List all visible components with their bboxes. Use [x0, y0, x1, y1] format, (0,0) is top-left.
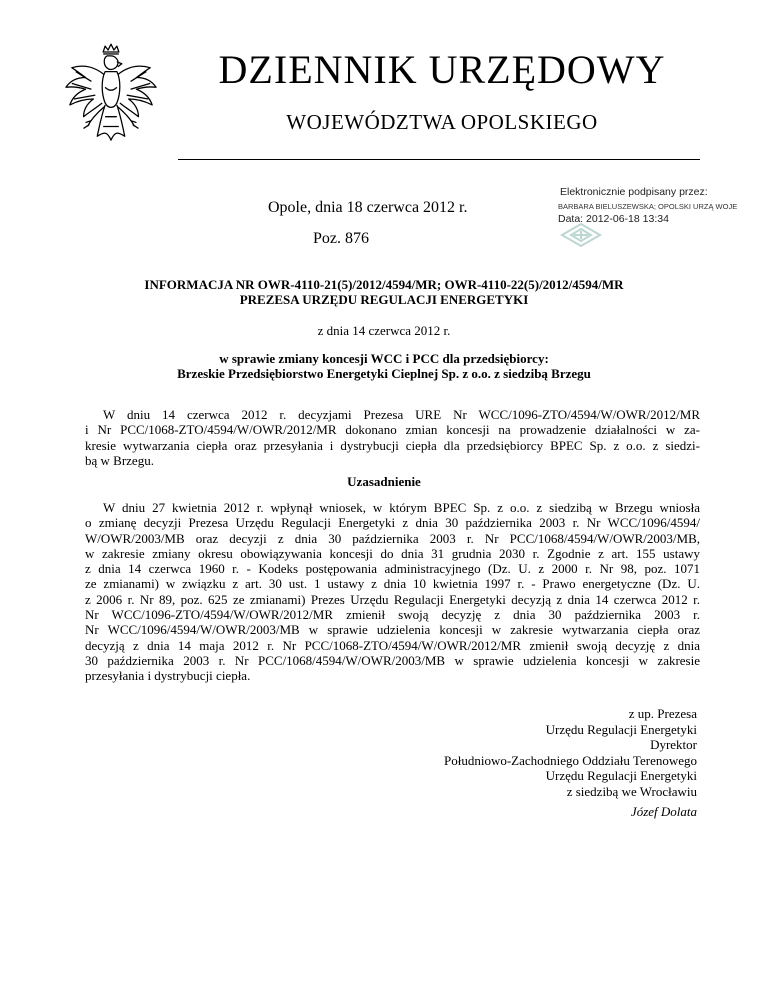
paragraph-line: w zakresie zmiany okresu obowiązywania koncesji do dnia 31 grudnia 2030 r. Zgodnie z art. 155 ustawy — [85, 545, 700, 561]
paragraph-line: Nr WCC/1096/4594/W/OWR/2003/MB w sprawie udzielenia koncesji w zakresie wytwarzania ciepła oraz — [85, 622, 700, 638]
electronic-signature — [558, 186, 737, 225]
signature-line: Południowo-Zachodniego Oddziału Terenowego — [443, 752, 697, 768]
document-title-line: INFORMACJA NR OWR-4110-21(5)/2012/4594/MR; OWR-4110-22(5)/2012/4594/MR — [144, 277, 624, 292]
justification-paragraph — [85, 500, 700, 684]
journal-title: DZIENNIK URZĘDOWY — [218, 47, 666, 92]
subject-line: w sprawie zmiany koncesji WCC i PCC dla przedsiębiorcy: — [219, 351, 549, 366]
signature-signer: BARBARA BIELUSZEWSKA; OPOLSKI URZĄ WOJE — [558, 202, 738, 211]
signature-seal-icon — [560, 222, 602, 248]
signature-line: Urzędu Regulacji Energetyki — [545, 768, 697, 783]
signatory-name: Józef Dolata — [630, 804, 697, 819]
signature-heading: Elektronicznie podpisany przez: — [560, 186, 708, 198]
paragraph-line: 30 października 2003 r. Nr PCC/1068/4594/W/OWR/2003/MB w sprawie udzielenia koncesji w zakresie — [85, 652, 700, 668]
decision-paragraph — [85, 407, 700, 468]
signature-block — [444, 706, 697, 799]
signature-line: Dyrektor — [650, 737, 697, 752]
paragraph-line: W/OWR/2003/MB oraz decyzji z dnia 30 października 2003 r. Nr PCC/1068/4594/W/OWR/2003/MB, — [85, 530, 700, 546]
paragraph-line: przesyłania i dystrybucji ciepła. — [85, 668, 251, 684]
journal-subtitle: WOJEWÓDZTWA OPOLSKIEGO — [286, 110, 598, 134]
paragraph-line: z 2006 r. Nr 89, poz. 625 ze zmianami) Prezes Urzędu Regulacji Energetyki decyzją z dnia 14 czerwca 2012 r. — [85, 591, 700, 607]
paragraph-line: Nr WCC/1096-ZTO/4594/W/OWR/2012/MR zmienił swoją decyzję z dnia 30 października 2003 r. — [85, 607, 700, 623]
paragraph-line: bą w Brzegu. — [85, 452, 154, 468]
paragraph-line: o zmianę decyzji Prezesa Urzędu Regulacji Energetyki z dnia 30 października 2003 r. Nr WCC/1096/4594/ — [85, 515, 700, 531]
subject-line: Brzeskie Przedsiębiorstwo Energetyki Cieplnej Sp. z o.o. z siedzibą Brzegu — [177, 366, 591, 381]
paragraph-line: z dnia 14 czerwca 1960 r. - Kodeks postępowania administracyjnego (Dz. U. z 2000 r. Nr 98, poz. 1071 — [85, 561, 700, 577]
position-number: Poz. 876 — [313, 230, 369, 247]
signature-line: z up. Prezesa — [628, 706, 697, 721]
paragraph-line: W dniu 27 kwietnia 2012 r. wpłynął wniosek, w którym BPEC Sp. z o.o. z siedzibą w Brzegu wniosła — [103, 500, 700, 515]
signature-date: Data: 2012-06-18 13:34 — [558, 213, 669, 225]
place-date: Opole, dnia 18 czerwca 2012 r. — [268, 199, 468, 216]
paragraph-line: ze zmianami) w związku z art. 30 ust. 1 ustawy z dnia 10 kwietnia 1997 r. - Prawo energetyczne (Dz. U. — [85, 576, 700, 592]
justification-heading: Uzasadnienie — [347, 474, 421, 489]
header-divider — [178, 159, 700, 160]
signature-line: z siedzibą we Wrocławiu — [566, 783, 697, 799]
document-title — [0, 277, 768, 307]
signature-line: Urzędu Regulacji Energetyki — [545, 721, 697, 737]
document-subject — [0, 351, 768, 381]
document-title-line: PREZESA URZĘDU REGULACJI ENERGETYKI — [239, 292, 529, 307]
paragraph-line: decyzją z dnia 14 maja 2012 r. Nr PCC/1068-ZTO/4594/W/OWR/2012/MR zmienił swoją decyzję z dnia — [85, 637, 700, 653]
polish-eagle-emblem-icon — [62, 42, 160, 160]
paragraph-line: i Nr PCC/1068-ZTO/4594/W/OWR/2012/MR dokonano zmian koncesji na prowadzenie działalności w za- — [85, 422, 700, 438]
document-date: z dnia 14 czerwca 2012 r. — [317, 323, 451, 338]
paragraph-line: W dniu 14 czerwca 2012 r. decyzjami Prezesa URE Nr WCC/1096-ZTO/4594/W/OWR/2012/MR — [103, 407, 700, 422]
paragraph-line: kresie wytwarzania ciepła oraz przesyłania i dystrybucji ciepła dla przedsiębiorcy BPEC Sp. z o.o. z siedzi- — [85, 437, 700, 453]
